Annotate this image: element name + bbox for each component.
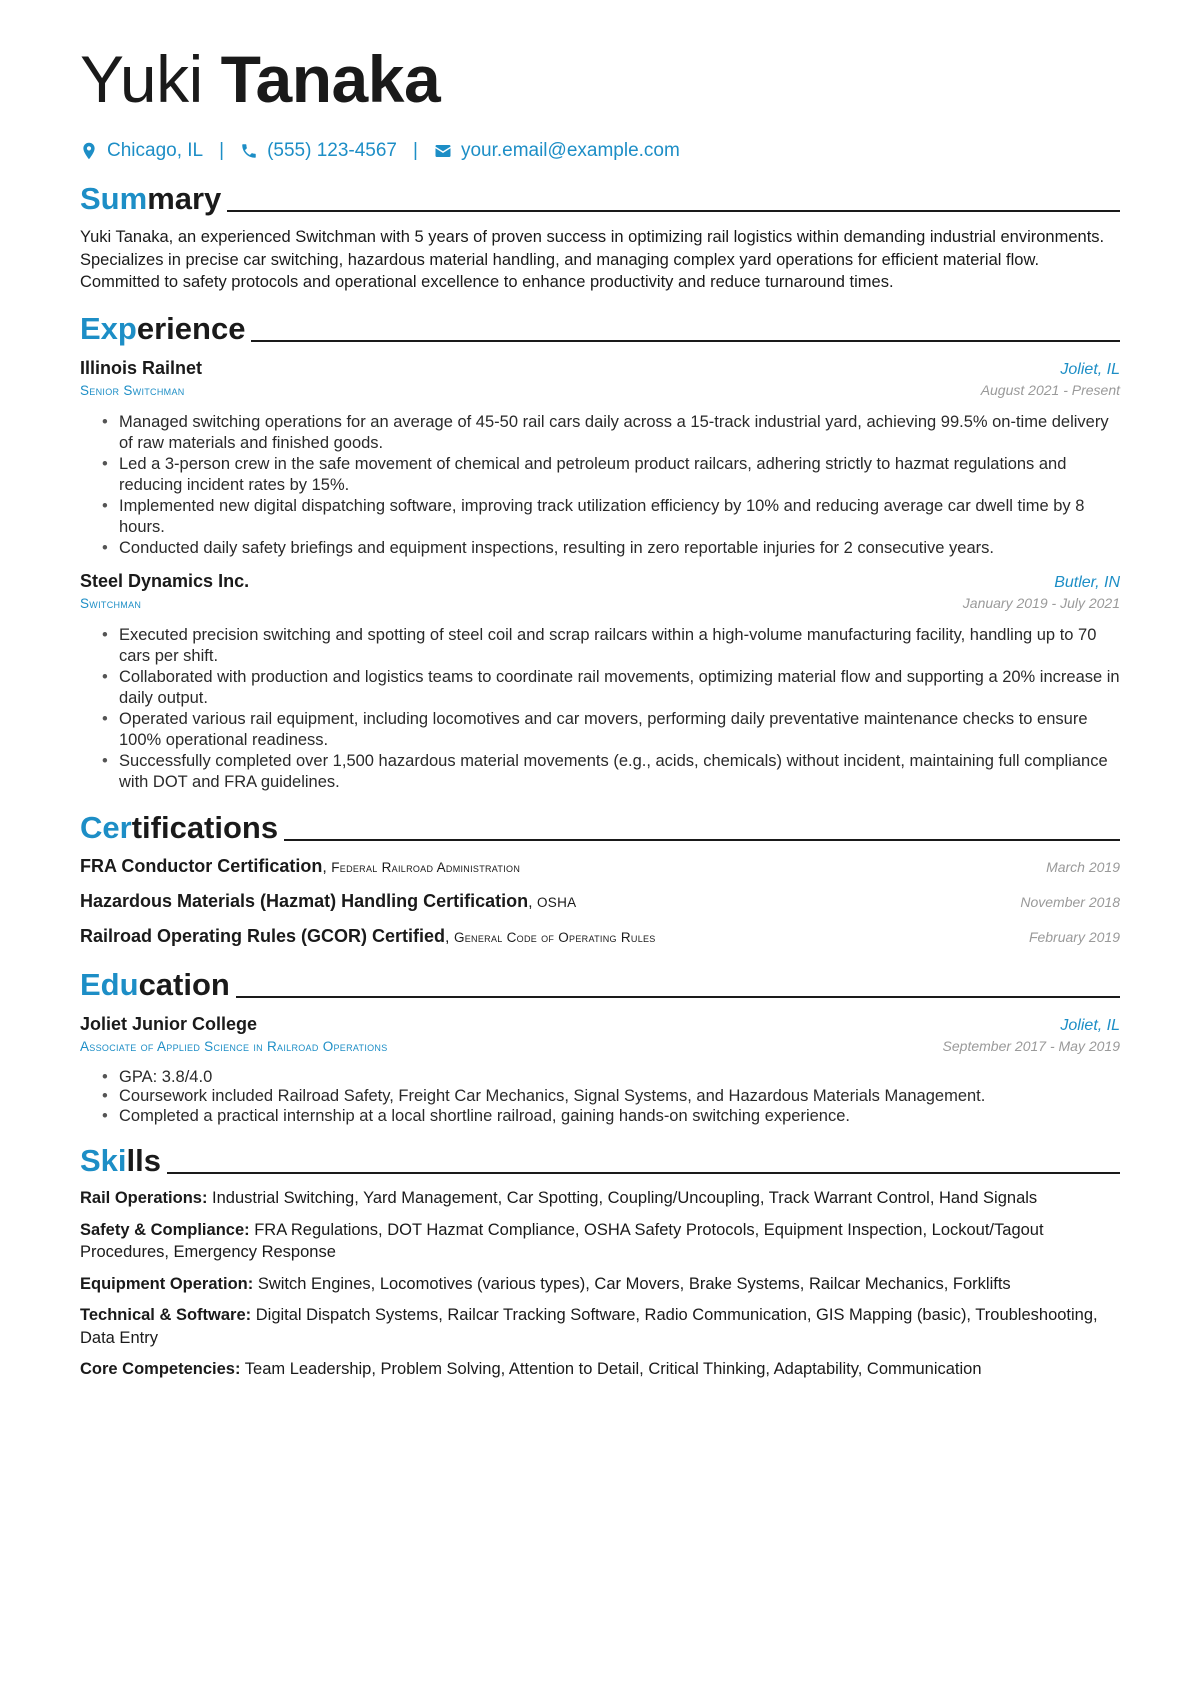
bullet-item: • Led a 3-person crew in the safe movement of chemical and petroleum product railcars, adhering strictly to hazmat regulations and reducing incident rates by 15%. [102, 454, 1120, 496]
job-entry [80, 358, 1120, 559]
certification-date: November 2018 [1020, 893, 1120, 910]
education-header [80, 1014, 1120, 1035]
title-rest: cation [138, 966, 230, 1002]
job-bullets [80, 412, 1120, 559]
contact-separator: | [413, 140, 418, 161]
company-name: Illinois Railnet [80, 357, 203, 378]
section-header [80, 1140, 1120, 1178]
section-title [80, 811, 278, 845]
certification-title: Hazardous Materials (Hazmat) Handling Certification, OSHA [80, 890, 577, 911]
certifications-section [80, 807, 1120, 950]
title-rest: erience [136, 310, 246, 346]
job-title: Switchman [80, 595, 142, 611]
bullet-item: • Coursework included Railroad Safety, Freight Car Mechanics, Signal Systems, and Hazardous Materials Management. [102, 1087, 1120, 1107]
education-entry [80, 1014, 1120, 1127]
section-title [80, 1144, 161, 1178]
skill-value: Switch Engines, Locomotives (various types), Car Movers, Brake Systems, Railcar Mechanics, Forklifts [257, 1274, 1011, 1293]
email-link[interactable]: your.email@example.com [460, 140, 680, 161]
title-accent: Ski [80, 1143, 127, 1178]
bullet-item: • Executed precision switching and spotting of steel coil and scrap railcars within a high-volume manufacturing facility, handling up to 70 cars per shift. [102, 625, 1120, 667]
contact-separator: | [219, 140, 225, 161]
skill-label: Safety & Compliance: [80, 1220, 250, 1239]
bullet-item: • GPA: 3.8/4.0 [102, 1068, 1120, 1088]
section-divider [251, 340, 1120, 342]
skills-section [80, 1140, 1120, 1381]
skill-value: Digital Dispatch Systems, Railcar Tracking Software, Radio Communication, GIS Mapping (basic), Troubleshooting, Data Entry [80, 1306, 1098, 1347]
title-accent: Edu [80, 966, 139, 1002]
job-header [80, 571, 1120, 592]
job-dates: January 2019 - July 2021 [962, 594, 1120, 611]
education-dates: September 2017 - May 2019 [942, 1037, 1120, 1054]
section-header [80, 964, 1120, 1002]
bullet-item: • Collaborated with production and logistics teams to coordinate rail movements, optimizing material flow and supporting a 20% increase in daily output. [102, 667, 1120, 709]
education-bullets [80, 1068, 1120, 1127]
skill-row [80, 1219, 1120, 1264]
certification-item [80, 926, 1120, 950]
candidate-name [80, 42, 1120, 116]
skill-label: Technical & Software: [80, 1306, 252, 1324]
section-title [80, 968, 230, 1002]
job-bullets [80, 625, 1120, 793]
certification-name: Railroad Operating Rules (GCOR) Certified [80, 925, 446, 946]
contact-email[interactable] [434, 140, 680, 162]
company-name: Steel Dynamics Inc. [80, 570, 250, 591]
title-accent: Cer [80, 809, 132, 845]
section-title [80, 312, 245, 346]
degree-name: Associate of Applied Science in Railroad Operations [80, 1038, 388, 1054]
contact-phone [240, 140, 397, 162]
title-accent: Exp [80, 310, 137, 346]
skill-value: Team Leadership, Problem Solving, Attention to Detail, Critical Thinking, Adaptability, Communication [244, 1360, 982, 1378]
certification-issuer: Federal Railroad Administration [331, 859, 521, 875]
summary-section [80, 178, 1120, 294]
bullet-item: • Operated various rail equipment, including locomotives and car movers, performing daily preventative maintenance checks to ensure 100% operational readiness. [102, 709, 1120, 751]
certification-item [80, 856, 1120, 880]
job-subheader [80, 379, 1120, 398]
job-location: Butler, IN [1054, 573, 1120, 591]
certification-item [80, 891, 1120, 915]
section-title [80, 182, 221, 216]
job-location: Joliet, IL [1060, 360, 1120, 378]
certification-title: Railroad Operating Rules (GCOR) Certified, General Code of Operating Rules [80, 925, 656, 946]
section-divider [227, 210, 1120, 212]
skill-value: FRA Regulations, DOT Hazmat Compliance, OSHA Safety Protocols, Equipment Inspection, Lockout/Tagout Procedures, Emergency Response [80, 1220, 1044, 1261]
job-title: Senior Switchman [80, 382, 185, 398]
bullet-item: • Completed a practical internship at a local shortline railroad, gaining hands-on switching experience. [102, 1107, 1120, 1127]
section-divider [284, 839, 1120, 841]
skill-label: Core Competencies: [80, 1360, 241, 1378]
certification-date: March 2019 [1046, 858, 1120, 875]
job-subheader [80, 592, 1120, 611]
school-location: Joliet, IL [1060, 1016, 1120, 1034]
bullet-item: • Implemented new digital dispatching software, improving track utilization efficiency by 10% and reducing average car dwell time by 8 hours. [102, 496, 1120, 538]
location-text: Chicago, IL [107, 140, 204, 161]
skill-row [80, 1273, 1120, 1296]
last-name: Tanaka [220, 42, 441, 116]
envelope-icon [434, 142, 452, 160]
title-rest: mary [147, 181, 222, 216]
certification-issuer: General Code of Operating Rules [453, 929, 656, 945]
section-header [80, 308, 1120, 346]
certification-name: Hazardous Materials (Hazmat) Handling Certification [80, 890, 529, 911]
section-divider [236, 996, 1120, 998]
experience-section [80, 308, 1120, 793]
section-divider [167, 1172, 1120, 1174]
skill-value: Industrial Switching, Yard Management, Car Spotting, Coupling/Uncoupling, Track Warrant Control, Hand Signals [212, 1189, 1038, 1207]
title-accent: Sum [80, 181, 148, 216]
map-marker-icon [80, 142, 98, 160]
job-header [80, 358, 1120, 379]
education-subheader [80, 1035, 1120, 1054]
skill-row [80, 1358, 1120, 1381]
skill-label: Equipment Operation: [80, 1274, 254, 1293]
contact-bar [80, 138, 1120, 164]
contact-location [80, 140, 203, 162]
education-section [80, 964, 1120, 1127]
school-name: Joliet Junior College [80, 1013, 258, 1034]
certification-title: FRA Conductor Certification, Federal Railroad Administration [80, 855, 521, 876]
job-entry [80, 571, 1120, 793]
skill-label: Rail Operations: [80, 1189, 208, 1207]
certification-name: FRA Conductor Certification [80, 855, 323, 876]
title-rest: lls [126, 1143, 161, 1178]
bullet-item: • Conducted daily safety briefings and equipment inspections, resulting in zero reportable injuries for 2 consecutive years. [102, 538, 1120, 559]
skill-row [80, 1304, 1120, 1349]
phone-text: (555) 123-4567 [267, 140, 397, 161]
job-dates: August 2021 - Present [980, 381, 1120, 398]
skill-row [80, 1187, 1120, 1210]
certification-date: February 2019 [1028, 928, 1120, 945]
phone-icon [240, 142, 258, 160]
bullet-item: • Managed switching operations for an average of 45-50 rail cars daily across a 15-track industrial yard, achieving 99.5% on-time delivery of raw materials and finished goods. [102, 412, 1120, 454]
title-rest: tifications [131, 809, 279, 845]
section-header [80, 178, 1120, 216]
first-name: Yuki [80, 42, 203, 116]
summary-text: Yuki Tanaka, an experienced Switchman with 5 years of proven success in optimizing rail logistics within demanding industrial environments. Specializes in precise car switching, hazardous material handling, and managing complex yard operations for efficient material flow. Committed to safety protocols and operational excellence to enhance productivity and reduce turnaround times. [80, 228, 1105, 291]
resume-page [80, 42, 1120, 1381]
bullet-item: • Successfully completed over 1,500 hazardous material movements (e.g., acids, chemicals) without incident, maintaining full compliance with DOT and FRA guidelines. [102, 751, 1120, 793]
certification-issuer: OSHA [536, 894, 577, 910]
section-header [80, 807, 1120, 845]
